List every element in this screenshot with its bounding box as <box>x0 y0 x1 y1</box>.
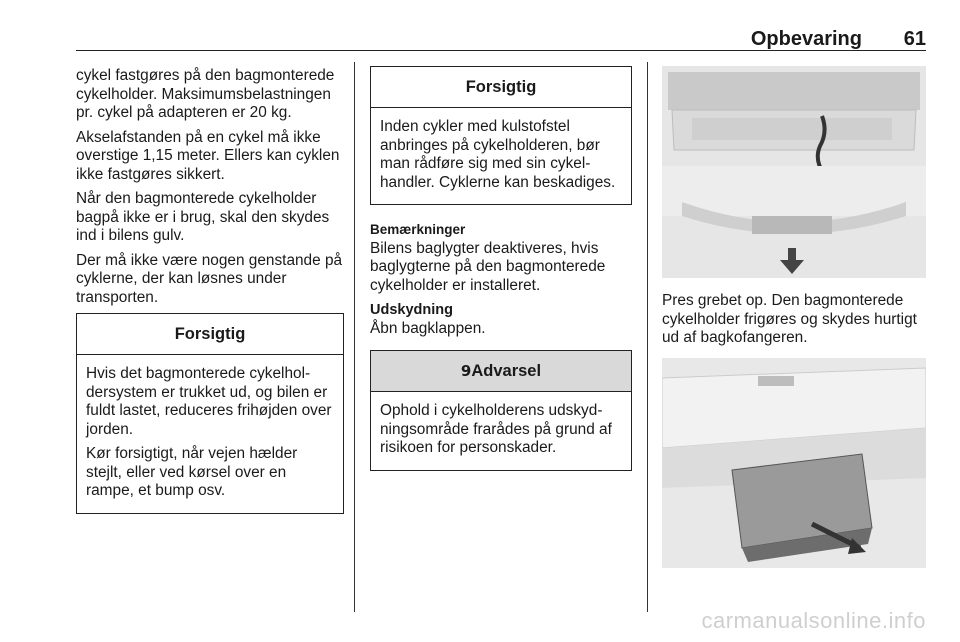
column-divider-1 <box>354 62 355 612</box>
caution-title: Forsigtig <box>77 314 343 355</box>
caution-body <box>371 108 631 204</box>
note-text: Bilens baglygter deaktiveres, hvis baglygterne på den bagmonterede cykelholder er installeret. <box>370 239 606 294</box>
caution-title: Forsigtig <box>371 67 631 108</box>
caution-text: Hvis det bagmonterede cykelholdersystem er trukket ud, og bilen er fuldt lastet, reduceres frihøjden over jorden. <box>86 365 332 438</box>
car-rear-drawing <box>662 66 926 278</box>
warning-title: Advarsel <box>471 362 542 380</box>
note-block <box>370 221 632 295</box>
warning-text: Ophold i cykelholderens udskydningsområde frarådes på grund af risikoen for personskader. <box>380 402 612 456</box>
bike-carrier-illustration <box>662 358 926 568</box>
caution-box <box>370 66 632 205</box>
paragraph: Akselafstanden på en cykel må ikke overstige 1,15 meter. Ellers kan cyklen ikke fastgøres sikkert. <box>76 128 340 183</box>
warning-title-bar <box>371 351 631 392</box>
caution-box <box>76 313 344 514</box>
paragraph: Når den bagmonterede cykelholder bagpå ikke er i brug, skal den skydes ind i bilens gulv. <box>76 190 330 244</box>
warning-icon: 9 <box>460 362 472 380</box>
page-header <box>76 28 926 51</box>
watermark-text: carmanualsonline.info <box>701 608 926 633</box>
caution-text: Inden cykler med kulstofstel anbringes på cykelholderen, bør man rådføre sig med sin cykelhandler. Cyklerne kan beskadiges. <box>380 118 616 191</box>
figure-caption: Pres grebet op. Den bagmonterede cykelholder frigøres og skydes hurtigt ud af bagkofangeren. <box>662 292 917 346</box>
car-rear-illustration <box>662 66 926 278</box>
warning-box <box>370 350 632 471</box>
paragraph: cykel fastgøres på den bagmonterede cykelholder. Maksimumsbelastningen pr. cykel på adapteren er 20 kg. <box>76 67 335 121</box>
column-3 <box>662 66 926 568</box>
column-2 <box>370 66 632 471</box>
page-number: 61 <box>903 28 926 50</box>
subheading: Udskydning <box>370 302 453 318</box>
paragraph: Der må ikke være nogen genstande på cyklerne, der kan løsnes under transporten. <box>76 251 343 306</box>
instruction-text: Åbn bagklappen. <box>370 319 486 337</box>
caution-body <box>77 355 343 513</box>
warning-body <box>371 392 631 470</box>
column-divider-2 <box>647 62 648 612</box>
note-title: Bemærkninger <box>370 222 466 237</box>
bike-carrier-drawing <box>662 358 926 568</box>
section-title: Opbevaring <box>750 28 862 50</box>
caution-text: Kør forsigtigt, når vejen hælder stejlt, eller ved kørsel over en rampe, et bump osv. <box>86 445 298 499</box>
column-1 <box>76 67 344 514</box>
